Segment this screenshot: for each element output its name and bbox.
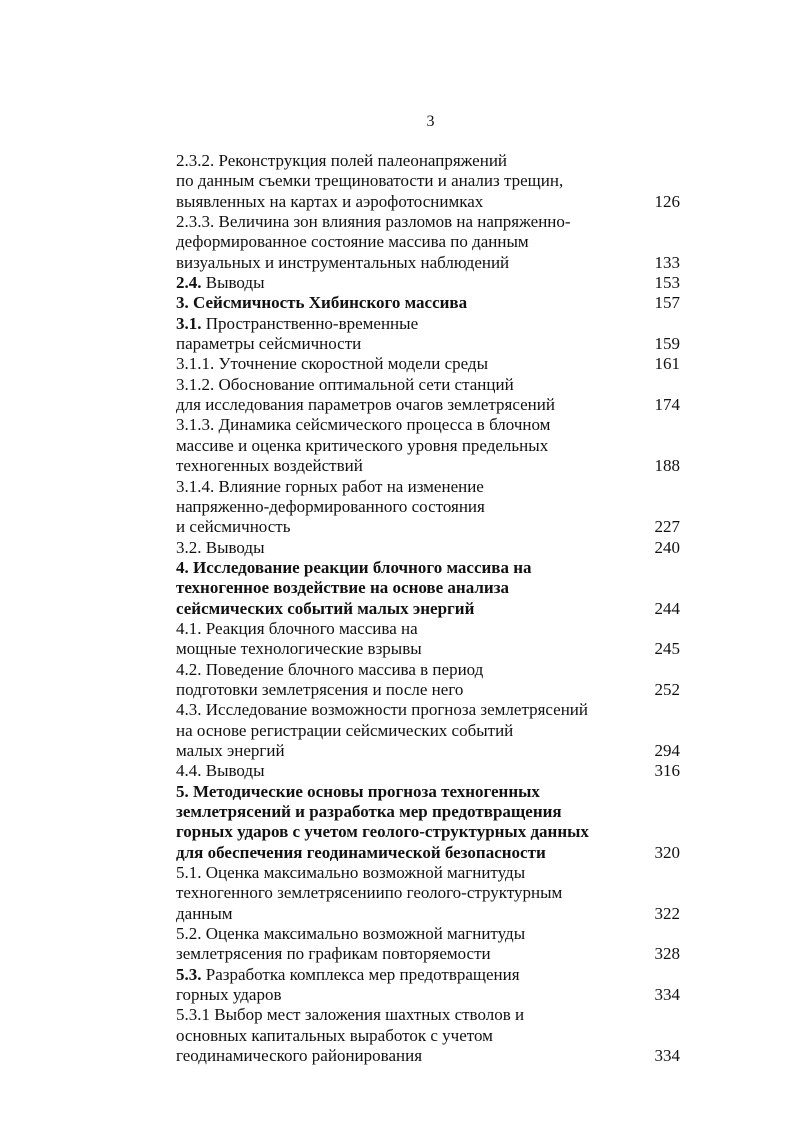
- toc-entry-text: 3. Сейсмичность Хибинского массива: [176, 293, 468, 313]
- toc-entry-number: 5.3.: [176, 964, 202, 984]
- toc-entry-text: 4.3. Исследование возможности прогноза землетрясений: [176, 700, 588, 720]
- toc-entry-text: 4.2. Поведение блочного массива в период: [176, 659, 484, 679]
- toc-line: [176, 436, 680, 456]
- toc-line: [176, 456, 680, 476]
- toc-line: [176, 558, 680, 578]
- toc-line: [176, 1046, 680, 1066]
- toc-page-number: 161: [654, 354, 680, 374]
- toc-line: [176, 761, 680, 781]
- toc-entry-text: 5.3.1 Выбор мест заложения шахтных стволов и: [176, 1005, 525, 1025]
- toc-entry-text: 3.1. Пространственно-временные: [176, 313, 419, 333]
- toc-entry: [176, 965, 680, 1006]
- toc-page-number: 240: [654, 537, 680, 557]
- toc-entry-text: геодинамического районирования: [176, 1046, 423, 1066]
- toc-entry: [176, 314, 680, 355]
- toc-line: [176, 741, 680, 761]
- toc-entry-text: 2.3.3. Величина зон влияния разломов на напряженно-: [176, 212, 571, 232]
- toc-entry-text: малых энергий: [176, 740, 285, 760]
- toc-page-number: 153: [654, 273, 680, 293]
- toc-line: [176, 904, 680, 924]
- toc-line: [176, 212, 680, 232]
- toc-line: [176, 985, 680, 1005]
- toc-entry-text: для исследования параметров очагов землетрясений: [176, 395, 555, 415]
- toc-page-number: 126: [654, 191, 680, 211]
- toc-line: [176, 375, 680, 395]
- toc-entry: [176, 538, 680, 558]
- toc-line: [176, 883, 680, 903]
- toc-page-number: 320: [654, 842, 680, 862]
- toc-line: [176, 253, 680, 273]
- toc-entry-text: 4.1. Реакция блочного массива на: [176, 618, 418, 638]
- toc-entry-text: мощные технологические взрывы: [176, 639, 422, 659]
- toc-entry: [176, 782, 680, 863]
- toc-line: [176, 660, 680, 680]
- toc-entry-text: техногенного землетрясениипо геолого-структурным: [176, 883, 563, 903]
- toc-entry-text: 3.1.2. Обоснование оптимальной сети станций: [176, 374, 514, 394]
- toc-line: [176, 680, 680, 700]
- toc-page-number: 294: [654, 740, 680, 760]
- toc-page-number: 334: [654, 1046, 680, 1066]
- toc-page-number: 188: [654, 456, 680, 476]
- toc-entry-text: 5.2. Оценка максимально возможной магнитуды: [176, 924, 526, 944]
- toc-entry-text: параметры сейсмичности: [176, 334, 362, 354]
- toc-page-number: 328: [654, 944, 680, 964]
- toc-entry-text: деформированное состояние массива по данным: [176, 232, 529, 252]
- toc-line: [176, 599, 680, 619]
- toc-entry: [176, 151, 680, 212]
- toc-page-number: 159: [654, 334, 680, 354]
- toc-line: [176, 171, 680, 191]
- toc-line: [176, 293, 680, 313]
- toc-line: [176, 1026, 680, 1046]
- toc-entry-text: техногенных воздействий: [176, 456, 363, 476]
- toc-line: [176, 232, 680, 252]
- toc-entry-text: горных ударов с учетом геолого-структурных данных: [176, 822, 589, 842]
- toc-line: [176, 192, 680, 212]
- toc-line: [176, 1005, 680, 1025]
- toc-line: [176, 700, 680, 720]
- toc-page-number: 174: [654, 395, 680, 415]
- toc-entry: [176, 660, 680, 701]
- page-number: 3: [426, 113, 435, 130]
- toc-entry: [176, 212, 680, 273]
- toc-entry-text: горных ударов: [176, 985, 282, 1005]
- toc-line: [176, 334, 680, 354]
- toc-entry-text: 5.1. Оценка максимально возможной магнитуды: [176, 863, 526, 883]
- toc-entry-number: 3.1.: [176, 313, 202, 333]
- toc-entry-text: выявленных на картах и аэрофотоснимках: [176, 191, 484, 211]
- toc-entry-text: 3.1.3. Динамика сейсмического процесса в блочном: [176, 415, 551, 435]
- toc-entry-text: 5. Методические основы прогноза техногенных: [176, 781, 540, 801]
- toc-entry: [176, 558, 680, 619]
- toc-line: [176, 273, 680, 293]
- toc-entry: [176, 1005, 680, 1066]
- toc-line: [176, 354, 680, 374]
- toc-entry-text: и сейсмичность: [176, 517, 291, 537]
- toc-line: [176, 578, 680, 598]
- toc-line: [176, 639, 680, 659]
- toc-entry-number: 2.4.: [176, 273, 202, 293]
- toc-page-number: 227: [654, 517, 680, 537]
- toc-page-number: 316: [654, 761, 680, 781]
- toc-entry: [176, 863, 680, 924]
- toc-entry-text: 5.3. Разработка комплекса мер предотвращения: [176, 964, 520, 984]
- table-of-contents: [176, 151, 680, 1066]
- toc-line: [176, 517, 680, 537]
- toc-line: [176, 924, 680, 944]
- toc-entry-text: 3.1.4. Влияние горных работ на изменение: [176, 476, 484, 496]
- toc-entry-text: землетрясения по графикам повторяемости: [176, 944, 491, 964]
- toc-entry-text: 4. Исследование реакции блочного массива на: [176, 557, 532, 577]
- toc-line: [176, 477, 680, 497]
- toc-entry-text: данным: [176, 903, 233, 923]
- toc-entry: [176, 761, 680, 781]
- toc-entry-text: для обеспечения геодинамической безопасности: [176, 842, 546, 862]
- toc-page-number: 245: [654, 639, 680, 659]
- toc-entry: [176, 700, 680, 761]
- toc-page-number: 252: [654, 679, 680, 699]
- toc-page-number: 334: [654, 985, 680, 1005]
- toc-entry: [176, 273, 680, 293]
- toc-line: [176, 538, 680, 558]
- toc-entry: [176, 293, 680, 313]
- toc-entry-text: 3.2. Выводы: [176, 537, 265, 557]
- toc-page-number: 244: [654, 598, 680, 618]
- toc-entry-text: подготовки землетрясения и после него: [176, 679, 464, 699]
- toc-line: [176, 314, 680, 334]
- toc-line: [176, 395, 680, 415]
- toc-entry-text: 2.3.2. Реконструкция полей палеонапряжений: [176, 151, 508, 170]
- toc-entry: [176, 415, 680, 476]
- toc-page-number: 157: [654, 293, 680, 313]
- toc-entry-text: 3.1.1. Уточнение скоростной модели среды: [176, 354, 489, 374]
- toc-line: [176, 802, 680, 822]
- toc-entry-text: землетрясений и разработка мер предотвращения: [176, 802, 562, 821]
- toc-line: [176, 863, 680, 883]
- toc-entry: [176, 354, 680, 374]
- toc-entry: [176, 924, 680, 965]
- toc-entry-text: основных капитальных выработок с учетом: [176, 1025, 493, 1045]
- toc-entry-text: 4.4. Выводы: [176, 761, 265, 781]
- toc-entry: [176, 619, 680, 660]
- toc-page-number: 322: [654, 903, 680, 923]
- toc-entry-text: напряженно-деформированного состояния: [176, 496, 485, 516]
- toc-entry: [176, 477, 680, 538]
- toc-line: [176, 965, 680, 985]
- toc-line: [176, 497, 680, 517]
- toc-line: [176, 151, 680, 171]
- toc-line: [176, 415, 680, 435]
- toc-entry: [176, 375, 680, 416]
- toc-line: [176, 721, 680, 741]
- toc-entry-text: 2.4. Выводы: [176, 273, 265, 293]
- toc-entry-text: на основе регистрации сейсмических событий: [176, 720, 514, 740]
- toc-line: [176, 822, 680, 842]
- toc-line: [176, 782, 680, 802]
- toc-entry-text: визуальных и инструментальных наблюдений: [176, 252, 510, 272]
- toc-page-number: 133: [654, 252, 680, 272]
- toc-line: [176, 619, 680, 639]
- toc-line: [176, 843, 680, 863]
- toc-entry-text: массиве и оценка критического уровня предельных: [176, 435, 549, 455]
- toc-line: [176, 944, 680, 964]
- toc-entry-text: по данным съемки трещиноватости и анализ трещин,: [176, 171, 564, 191]
- toc-entry-text: техногенное воздействие на основе анализа: [176, 578, 510, 598]
- toc-entry-text: сейсмических событий малых энергий: [176, 598, 475, 618]
